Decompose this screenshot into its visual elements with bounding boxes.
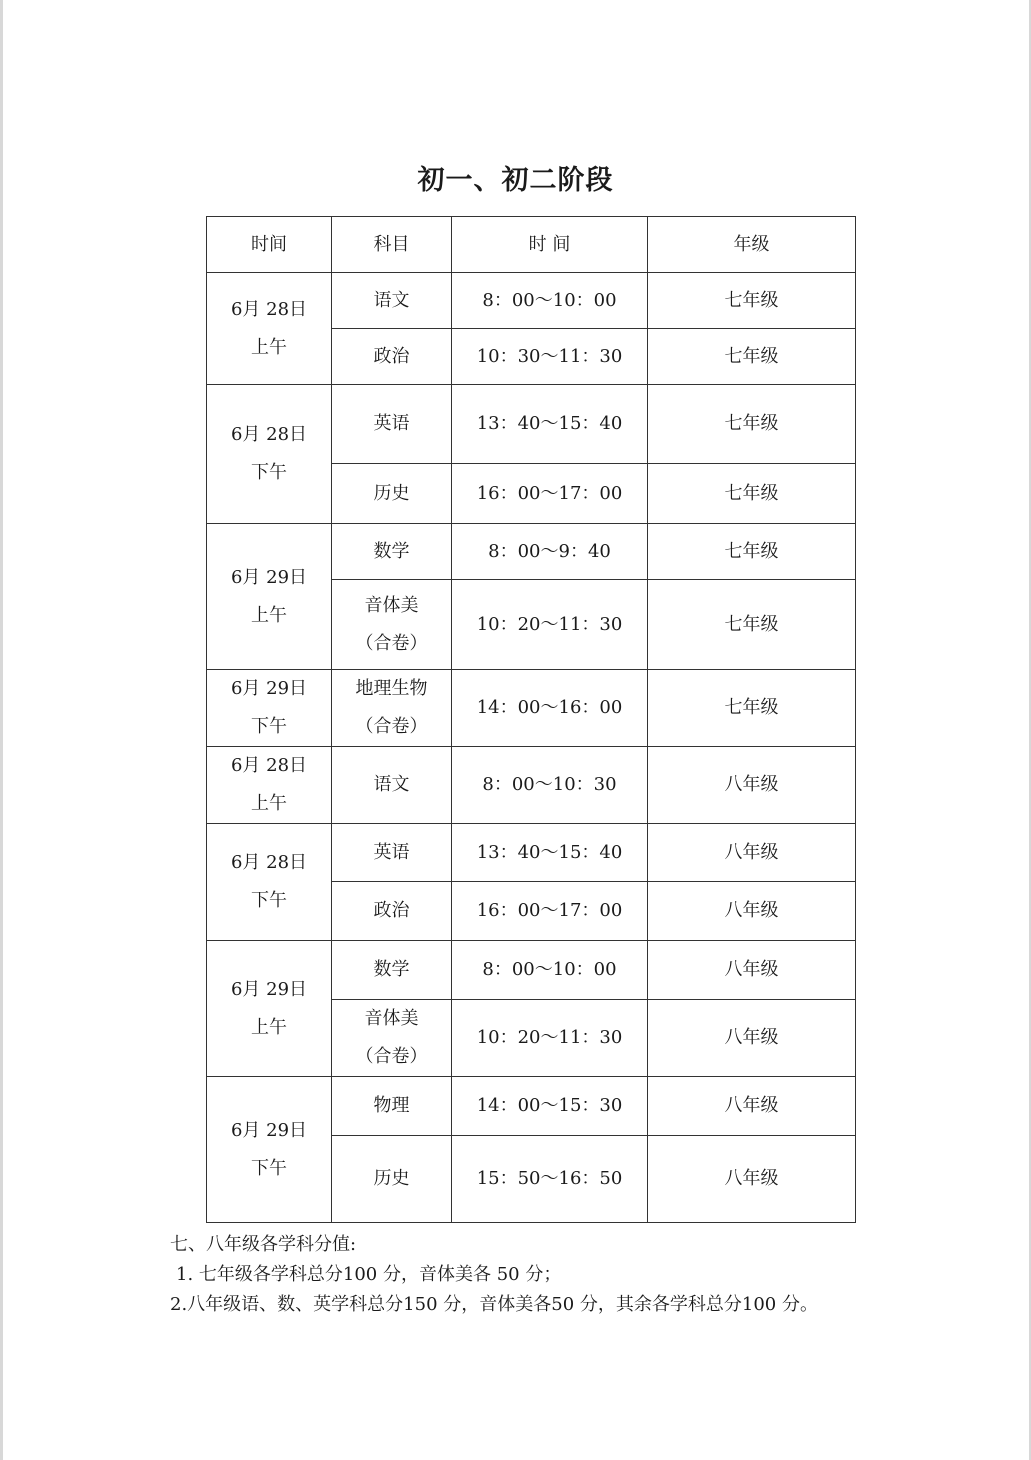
table-row — [207, 524, 856, 580]
grade-text: 七年级 — [724, 613, 779, 635]
subject-text: 数学 — [373, 540, 410, 562]
grade-text: 七年级 — [724, 345, 779, 367]
date-cell — [207, 941, 332, 1077]
time-text: 14：00～15：30 — [476, 1095, 623, 1116]
time-cell — [452, 1077, 648, 1136]
page-edge-left — [0, 0, 3, 1460]
header-date: 时间 — [207, 217, 332, 273]
grade-cell — [648, 1077, 856, 1136]
date-text: 6月 28日 下午 — [230, 424, 308, 483]
header-time: 时 间 — [452, 217, 648, 273]
time-text: 10：20～11：30 — [476, 613, 623, 635]
time-text: 8：00～10：00 — [482, 959, 617, 980]
date-text: 6月 29日 上午 — [230, 978, 308, 1038]
date-text: 6月 29日 下午 — [230, 678, 308, 737]
time-text: 13：40～15：40 — [476, 841, 623, 863]
table-row — [207, 670, 856, 747]
grade-text: 七年级 — [724, 697, 779, 718]
time-cell — [452, 941, 648, 1000]
time-cell — [452, 1000, 648, 1077]
subject-text: 物理 — [373, 1095, 410, 1116]
grade-cell — [648, 385, 856, 464]
subject-text: 音体美 （合卷） — [355, 1008, 428, 1067]
grade-text: 八年级 — [724, 1095, 779, 1116]
table-row — [207, 385, 856, 464]
time-cell — [452, 464, 648, 524]
table-body — [207, 273, 856, 1223]
date-text: 6月 28日 下午 — [230, 852, 308, 911]
subject-cell — [332, 1077, 452, 1136]
time-cell — [452, 824, 648, 882]
notes-item-2: 2.八年级语、数、英学科总分150 分，音体美各50 分，其余各学科总分100 分。 — [170, 1294, 818, 1315]
subject-text: 政治 — [373, 900, 410, 921]
subject-cell — [332, 941, 452, 1000]
grade-text: 七年级 — [724, 289, 779, 311]
subject-cell — [332, 329, 452, 385]
grade-cell — [648, 524, 856, 580]
time-cell — [452, 524, 648, 580]
subject-cell — [332, 882, 452, 941]
document-title: 初一、初二阶段 — [417, 165, 614, 196]
grade-text: 七年级 — [724, 540, 779, 562]
grade-cell — [648, 1000, 856, 1077]
header-subject: 科目 — [332, 217, 452, 273]
time-cell — [452, 329, 648, 385]
subject-text: 数学 — [373, 959, 410, 980]
time-text: 16：00～17：00 — [476, 900, 623, 921]
grade-cell — [648, 1136, 856, 1223]
time-text: 14：00～16：00 — [476, 697, 623, 718]
date-cell — [207, 273, 332, 385]
grade-cell — [648, 273, 856, 329]
date-cell — [207, 1077, 332, 1223]
time-text: 15：50～16：50 — [476, 1168, 623, 1189]
notes-heading: 七、八年级各学科分值: — [170, 1234, 357, 1255]
subject-text: 英语 — [373, 841, 410, 863]
time-text: 13：40～15：40 — [476, 413, 623, 434]
subject-cell — [332, 747, 452, 824]
subject-cell — [332, 524, 452, 580]
grade-cell — [648, 464, 856, 524]
grade-text: 七年级 — [724, 482, 779, 504]
subject-cell — [332, 1000, 452, 1077]
time-text: 10：20～11：30 — [476, 1027, 623, 1048]
date-text: 6月 29日 上午 — [230, 566, 308, 626]
table-row — [207, 747, 856, 824]
date-text: 6月 28日 上午 — [230, 755, 308, 814]
date-cell — [207, 670, 332, 747]
grade-cell — [648, 329, 856, 385]
grade-cell — [648, 580, 856, 670]
date-text: 6月 29日 下午 — [230, 1119, 308, 1179]
grade-text: 八年级 — [724, 900, 779, 921]
table-row — [207, 273, 856, 329]
subject-text: 音体美 （合卷） — [355, 594, 428, 654]
time-cell — [452, 273, 648, 329]
time-text: 10：30～11：30 — [476, 345, 623, 367]
date-cell — [207, 385, 332, 524]
grade-text: 八年级 — [724, 959, 779, 980]
subject-text: 地理生物 （合卷） — [355, 678, 428, 737]
grade-cell — [648, 670, 856, 747]
time-cell — [452, 882, 648, 941]
date-cell — [207, 824, 332, 941]
time-text: 8：00～9：40 — [488, 540, 611, 562]
time-cell — [452, 580, 648, 670]
grade-text: 八年级 — [724, 1168, 779, 1189]
grade-text: 八年级 — [724, 774, 779, 795]
subject-cell — [332, 670, 452, 747]
subject-text: 语文 — [373, 289, 410, 311]
subject-text: 英语 — [373, 413, 410, 434]
subject-text: 历史 — [373, 482, 410, 504]
time-text: 8：00～10：00 — [482, 289, 617, 311]
date-cell — [207, 524, 332, 670]
score-notes — [170, 1230, 818, 1320]
time-cell — [452, 385, 648, 464]
subject-text: 历史 — [373, 1168, 410, 1189]
subject-text: 语文 — [373, 774, 410, 795]
grade-text: 八年级 — [724, 1027, 779, 1048]
subject-cell — [332, 385, 452, 464]
table-header-row — [207, 217, 856, 273]
grade-text: 八年级 — [724, 841, 779, 863]
table-row — [207, 1077, 856, 1136]
table-row — [207, 941, 856, 1000]
header-grade: 年级 — [648, 217, 856, 273]
date-cell — [207, 747, 332, 824]
subject-text: 政治 — [373, 345, 410, 367]
time-cell — [452, 1136, 648, 1223]
grade-cell — [648, 941, 856, 1000]
grade-text: 七年级 — [724, 413, 779, 434]
time-text: 16：00～17：00 — [476, 482, 623, 504]
table-row — [207, 824, 856, 882]
time-cell — [452, 747, 648, 824]
date-text: 6月 28日 上午 — [230, 298, 308, 358]
time-text: 8：00～10：30 — [482, 774, 617, 795]
subject-cell — [332, 273, 452, 329]
grade-cell — [648, 747, 856, 824]
subject-cell — [332, 580, 452, 670]
notes-item-1: 1. 七年级各学科总分100 分，音体美各 50 分； — [176, 1264, 562, 1285]
exam-schedule-table — [206, 216, 856, 1223]
subject-cell — [332, 1136, 452, 1223]
subject-cell — [332, 464, 452, 524]
subject-cell — [332, 824, 452, 882]
grade-cell — [648, 824, 856, 882]
time-cell — [452, 670, 648, 747]
grade-cell — [648, 882, 856, 941]
